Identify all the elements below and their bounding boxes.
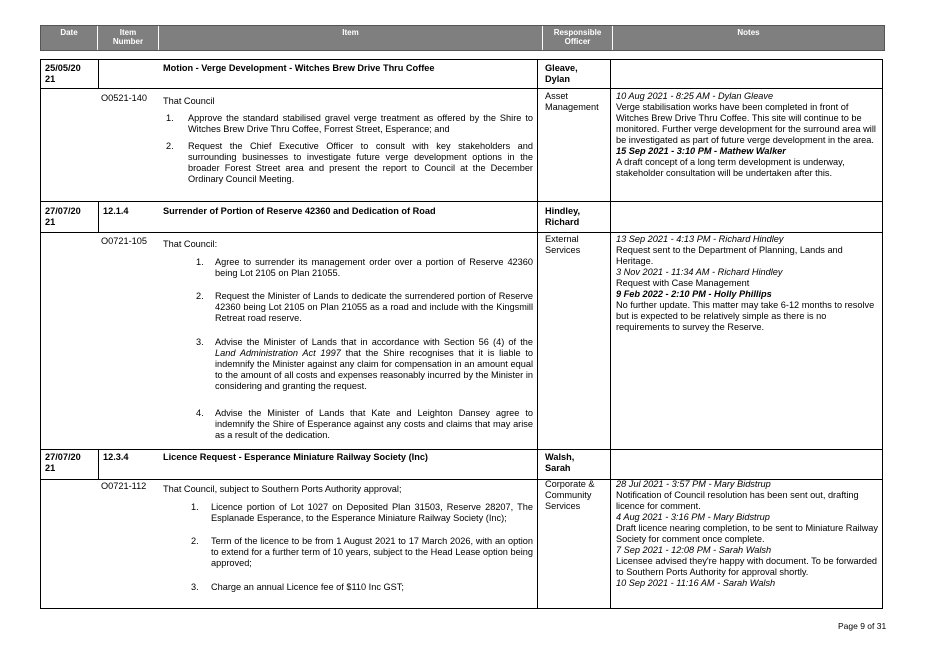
point-number: 2. xyxy=(191,536,199,546)
row-date: 27/07/20 21 xyxy=(45,452,81,473)
resolution-point: Licence portion of Lot 1027 on Deposited Plan 31503, Reserve 28207, The Esplanade Esperance, to the Esperance Miniature Railway Society (Inc); xyxy=(211,502,533,523)
note-body: Notification of Council resolution has been sent out, drafting licence for comment. xyxy=(616,490,859,511)
note-heading: 13 Sep 2021 - 4:13 PM - Richard Hindley xyxy=(616,234,784,244)
row-item-number: 12.1.4 xyxy=(103,206,129,216)
resolution-point: Term of the licence to be from 1 August 2021 to 17 March 2026, with an option to extend for a further term of 10 years, subject to the Head Lease option being approved; xyxy=(211,536,533,568)
notes-cell xyxy=(616,479,878,589)
resolution-intro: That Council xyxy=(163,96,215,106)
row-date: 25/05/20 21 xyxy=(45,63,81,84)
note-body: Licensee advised they're happy with document. To be forwarded to Southern Ports Authority for approval shortly. xyxy=(616,556,878,577)
resolution-point: Agree to surrender its management order over a portion of Reserve 42360 being Lot 2105 on Plan 21055. xyxy=(215,257,533,278)
header-notes: Notes xyxy=(737,28,760,37)
divider xyxy=(98,201,99,232)
point-number: 3. xyxy=(196,337,204,347)
divider xyxy=(610,60,611,608)
note-heading: 4 Aug 2021 - 3:16 PM - Mary Bidstrup xyxy=(616,512,770,522)
row-title: Surrender of Portion of Reserve 42360 and Dedication of Road xyxy=(163,206,436,216)
note-body: A draft concept of a long term development is underway, stakeholder consultation will be undertaken after this. xyxy=(616,157,845,178)
notes-cell xyxy=(616,91,878,179)
note-heading: 28 Jul 2021 - 3:57 PM - Mary Bidstrup xyxy=(616,479,771,489)
point-number: 4. xyxy=(196,408,204,418)
row-date: 27/07/20 21 xyxy=(45,206,81,227)
point-number: 2. xyxy=(166,141,174,151)
point-number: 3. xyxy=(191,582,199,592)
divider xyxy=(41,232,882,233)
divider xyxy=(98,449,99,479)
table-header xyxy=(40,25,885,51)
note-body: No further update. This matter may take 6-12 months to resolve but is expected to be relatively simple as there is no requirements to survey the Reserve. xyxy=(616,300,875,332)
note-body: Verge stabilisation works have been completed in front of Witches Brew Drive Thru Coffee. This site will continue to be monitored. Further verge development for the surround area will be investigated as part of future verge development in the area. xyxy=(616,102,876,145)
row-officer: Walsh, Sarah xyxy=(545,452,575,473)
row-title: Licence Request - Esperance Miniature Railway Society (Inc) xyxy=(163,452,428,462)
note-heading: 9 Feb 2022 - 2:10 PM - Holly Phillips xyxy=(616,289,772,299)
resolution-id: O0721-112 xyxy=(101,481,147,491)
page-number: Page 9 of 31 xyxy=(838,621,887,631)
resolution-point: Request the Minister of Lands to dedicate the surrendered portion of Reserve 42360 being Lot 2105 on Plan 21055 as a road and include with the Kingsmill Retreat road reserve. xyxy=(215,291,533,323)
note-body: Draft licence nearing completion, to be sent to Miniature Railway Society for comment once complete. xyxy=(616,523,878,544)
row-title: Motion - Verge Development - Witches Brew Drive Thru Coffee xyxy=(163,63,435,73)
resolution-intro: That Council, subject to Southern Ports Authority approval; xyxy=(163,484,402,494)
row-department: Asset Management xyxy=(545,91,599,112)
note-heading: 7 Sep 2021 - 12:08 PM - Sarah Walsh xyxy=(616,545,772,555)
resolution-point: Approve the standard stabilised gravel verge treatment as offered by the Shire to Witches Brew Drive Thru Coffee, Forrest Street, Esperance; and xyxy=(188,113,533,134)
header-officer: Responsible Officer xyxy=(543,26,613,50)
row-officer: Gleave, Dylan xyxy=(545,63,578,84)
row-item-number: 12.3.4 xyxy=(103,452,129,462)
point-number: 2. xyxy=(196,291,204,301)
resolution-point: Advise the Minister of Lands that in accordance with Section 56 (4) of the Land Administration Act 1997 that the Shire recognises that it is liable to indemnify the Minister against any claim for compensation in an amount equal to the amount of all costs and expenses reasonably incurred by the Minister in considering and granting the request. xyxy=(215,337,533,391)
row-department: Corporate & Community Services xyxy=(545,479,595,511)
header-item-number: Item Number xyxy=(98,26,159,50)
divider xyxy=(41,88,882,89)
header-date: Date xyxy=(41,26,98,50)
resolution-intro: That Council: xyxy=(163,239,218,249)
notes-cell xyxy=(616,234,878,333)
resolution-id: O0721-105 xyxy=(101,236,147,246)
point-number: 1. xyxy=(196,257,204,267)
divider xyxy=(98,60,99,88)
resolution-point: Advise the Minister of Lands that Kate and Leighton Dansey agree to indemnify the Shire of Esperance against any costs and claims that may arise as a result of the dedication. xyxy=(215,408,533,440)
resolution-point: Charge an annual Licence fee of $110 Inc GST; xyxy=(211,582,404,592)
header-item: Item xyxy=(159,26,543,50)
note-heading: 10 Sep 2021 - 11:16 AM - Sarah Walsh xyxy=(616,578,776,588)
row-department: External Services xyxy=(545,234,581,255)
note-heading: 15 Sep 2021 - 3:10 PM - Mathew Walker xyxy=(616,146,786,156)
divider xyxy=(41,449,882,450)
divider xyxy=(41,201,882,202)
resolution-point: Request the Chief Executive Officer to consult with key stakeholders and surrounding businesses to investigate future verge development options in the broader Forest Street area and present the report to Council at the December Ordinary Council Meeting. xyxy=(188,141,533,184)
note-heading: 3 Nov 2021 - 11:34 AM - Richard Hindley xyxy=(616,267,783,277)
note-body: Request with Case Management xyxy=(616,278,750,288)
resolution-id: O0521-140 xyxy=(101,93,147,103)
point-number: 1. xyxy=(166,113,174,123)
note-body: Request sent to the Department of Planning, Lands and Heritage. xyxy=(616,245,843,266)
action-table xyxy=(40,59,883,609)
row-officer: Hindley, Richard xyxy=(545,206,581,227)
note-heading: 10 Aug 2021 - 8:25 AM - Dylan Gleave xyxy=(616,91,774,101)
divider xyxy=(537,60,538,608)
point-number: 1. xyxy=(191,502,199,512)
